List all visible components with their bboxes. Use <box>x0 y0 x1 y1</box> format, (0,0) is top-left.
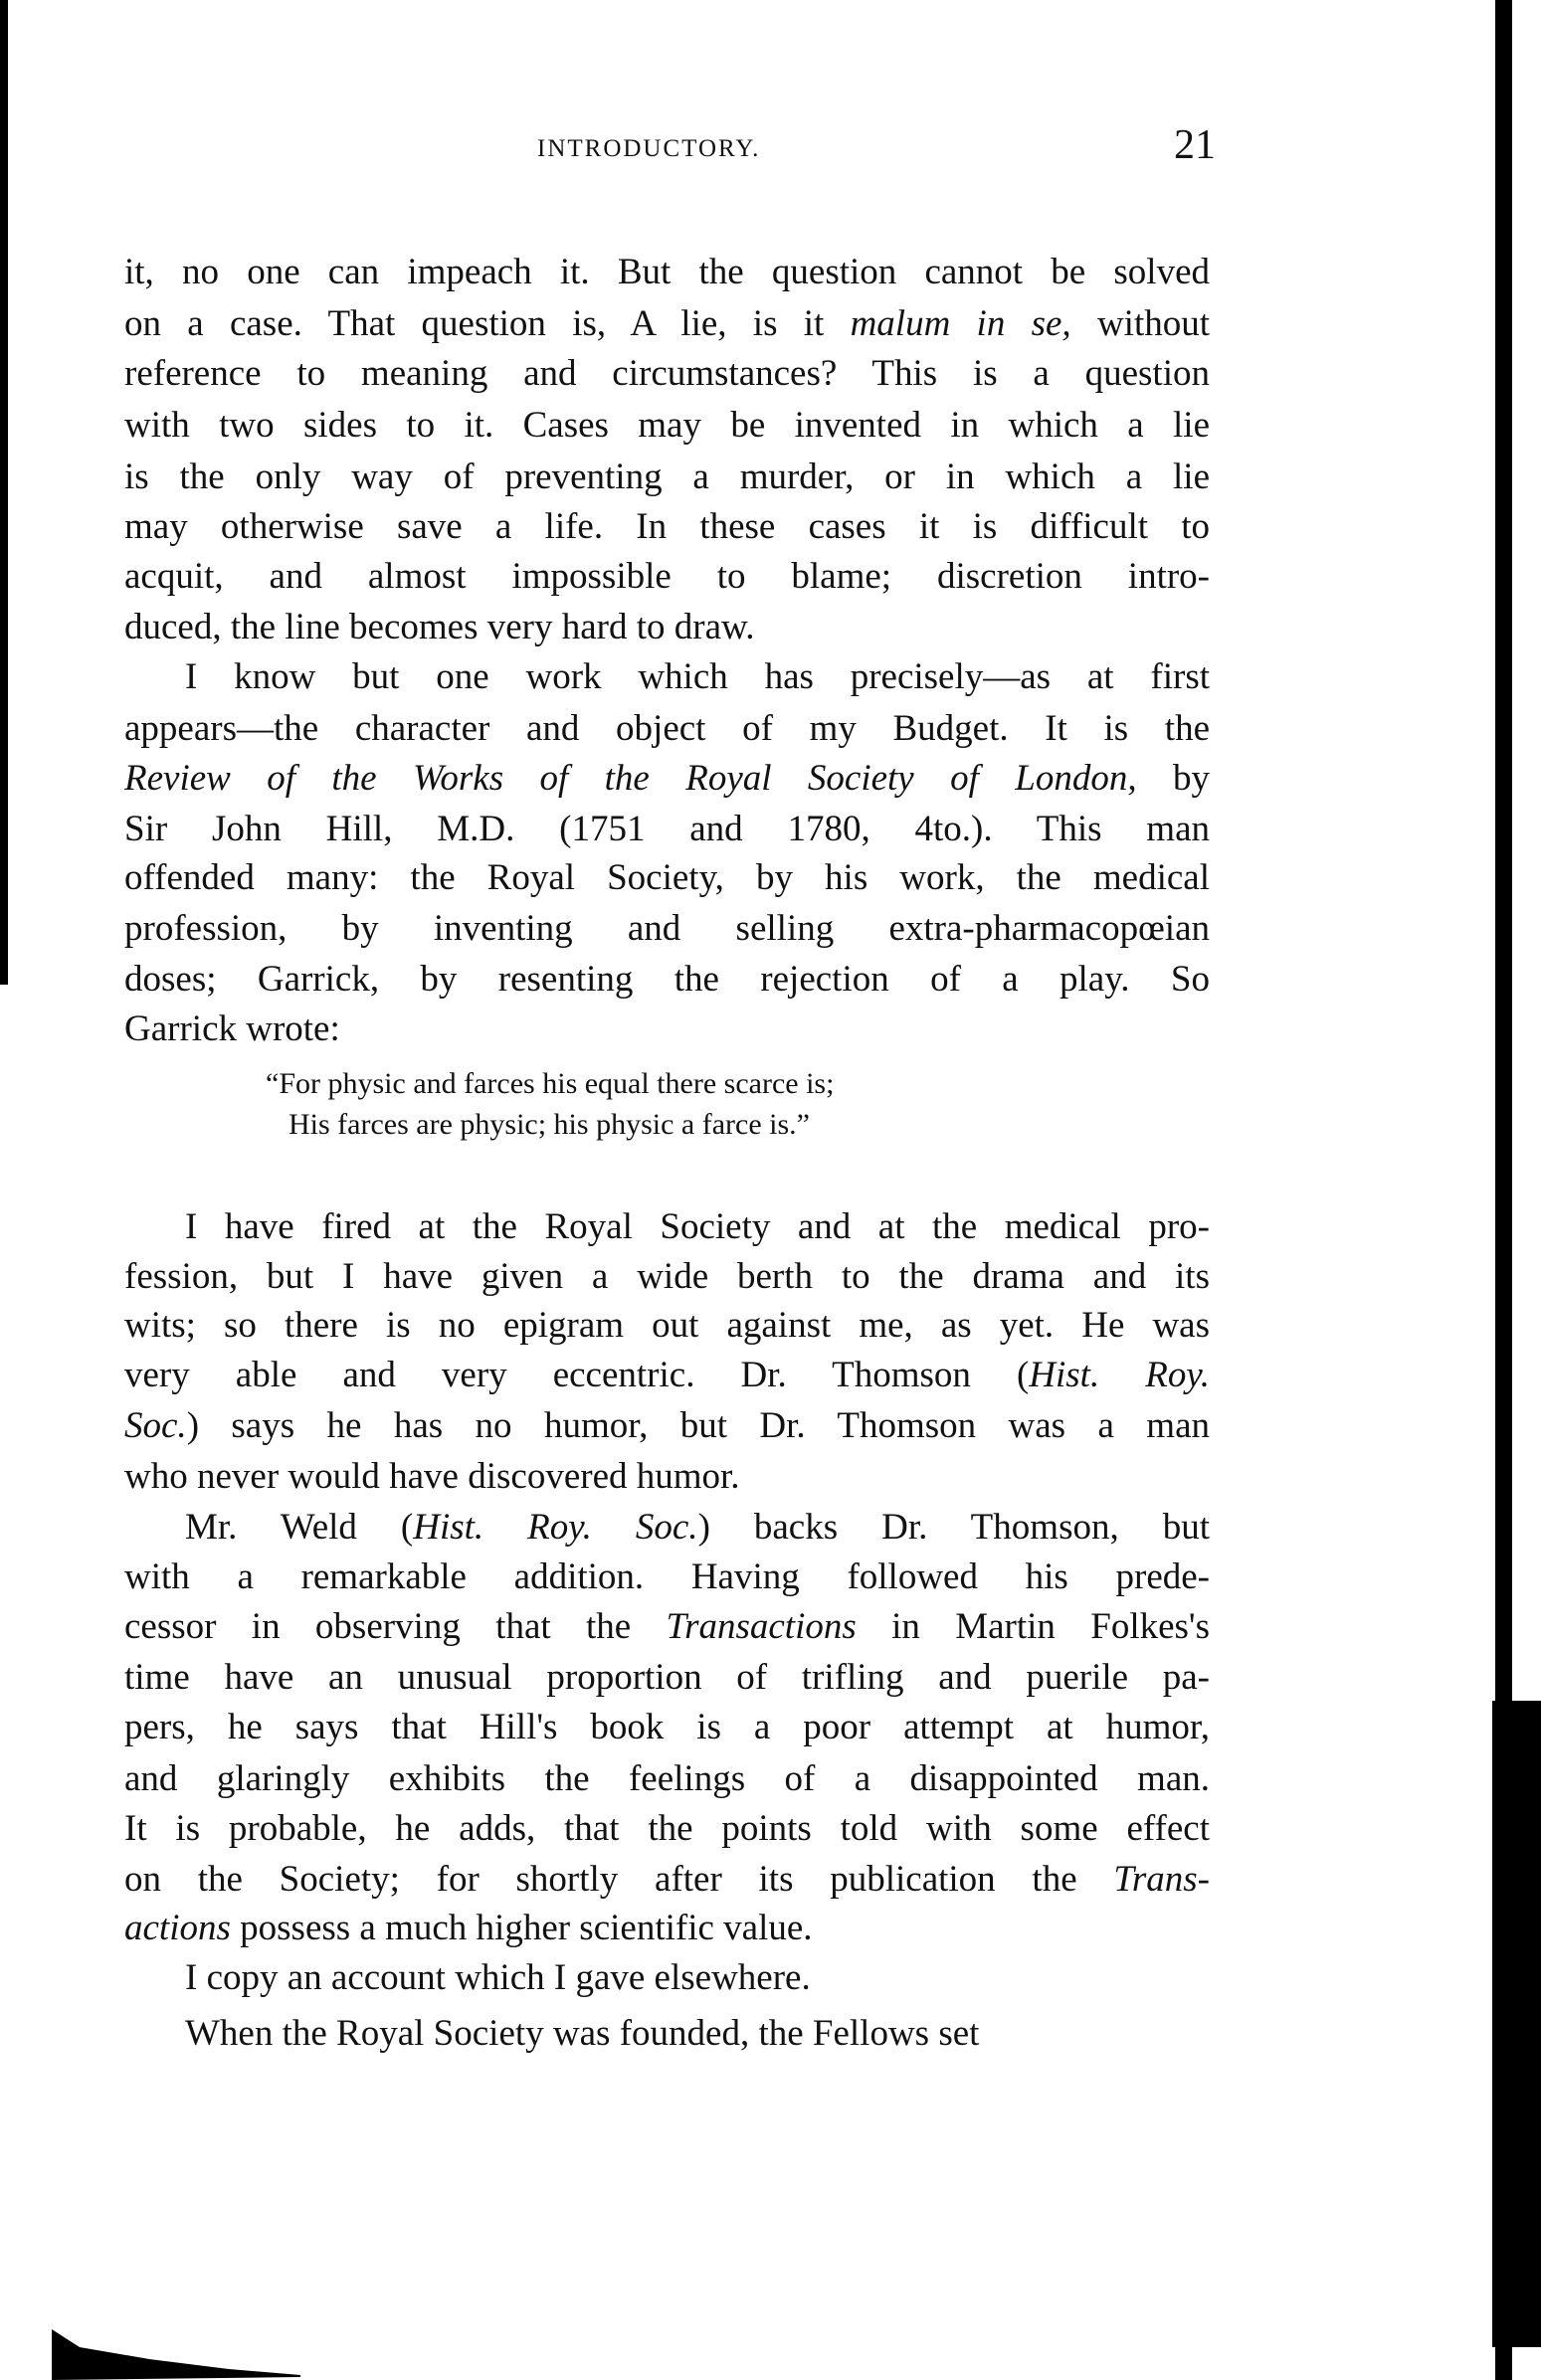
text-line <box>124 1351 1210 1400</box>
text-segment: on a case. That question is, A lie, is it <box>124 303 851 344</box>
text-line <box>124 754 1210 804</box>
text-line <box>124 1904 1210 1953</box>
text-segment: fession, but I have given a wide berth to the drama and its <box>124 1256 1210 1297</box>
text-segment: very able and very eccentric. Dr. Thomson ( <box>124 1355 1030 1395</box>
text-segment: possess a much higher scientific value. <box>230 1908 813 1948</box>
italic-text: Hist. Roy. <box>1029 1355 1210 1395</box>
text-segment: I have fired at the Royal Society and at the medical pro- <box>185 1206 1210 1247</box>
text-line <box>124 349 1210 399</box>
scan-edge-left <box>0 0 8 985</box>
italic-text: Trans- <box>1113 1859 1210 1900</box>
italic-text: Transactions <box>666 1606 857 1647</box>
text-line <box>124 1553 1210 1602</box>
quote-line: “For physic and farces his equal there scarce is; <box>266 1067 835 1100</box>
text-line <box>124 1202 1210 1252</box>
text-segment: appears—the character and object of my Budget. It is the <box>124 708 1210 749</box>
text-segment: When the Royal Society was founded, the Fellows set <box>185 2013 980 2054</box>
text-segment: Sir John Hill, M.D. (1751 and 1780, 4to.). This man <box>124 809 1210 849</box>
text-line <box>124 904 1210 954</box>
text-segment: time have an unusual proportion of trifling and puerile pa- <box>124 1657 1210 1698</box>
text-line <box>124 1703 1210 1752</box>
text-segment: Garrick wrote: <box>124 1008 340 1049</box>
text-segment: ) says he has no humor, but Dr. Thomson was a man <box>186 1405 1210 1446</box>
page-number: 21 <box>1174 122 1216 168</box>
text-line <box>124 1754 1210 1804</box>
text-segment: It is probable, he adds, that the points told with some effect <box>124 1808 1210 1849</box>
text-segment: it, no one can impeach it. But the question cannot be solved <box>124 252 1210 292</box>
text-segment: and glaringly exhibits the feelings of a disappointed man. <box>124 1758 1210 1799</box>
text-line <box>124 603 1210 652</box>
text-line <box>124 401 1210 451</box>
text-line <box>124 1653 1210 1703</box>
text-segment: duced, the line becomes very hard to draw. <box>124 607 755 647</box>
text-segment: ) backs Dr. Thomson, but <box>697 1507 1210 1548</box>
text-line <box>124 704 1210 754</box>
text-segment: with a remarkable addition. Having followed his prede- <box>124 1556 1210 1597</box>
text-line <box>124 552 1210 602</box>
text-segment: doses; Garrick, by resenting the rejection of a play. So <box>124 959 1210 1000</box>
text-line <box>124 1855 1210 1905</box>
text-segment: pers, he says that Hill's book is a poor attempt at humor, <box>124 1707 1210 1747</box>
text-segment: may otherwise save a life. In these cases it is difficult to <box>124 506 1210 547</box>
text-line <box>124 1301 1210 1351</box>
text-segment: wits; so there is no epigram out against me, as yet. He was <box>124 1305 1210 1346</box>
scan-edge-right-thick <box>1492 1701 1541 2347</box>
text-segment: profession, by inventing and selling extra-pharmacopœian <box>124 908 1210 949</box>
text-segment: in Martin Folkes's <box>856 1606 1210 1647</box>
text-segment: who never would have discovered humor. <box>124 1456 740 1497</box>
text-segment: I know but one work which has precisely—as at first <box>185 656 1210 697</box>
scan-smudge <box>0 2317 318 2380</box>
text-segment: with two sides to it. Cases may be invented in which a lie <box>124 405 1210 446</box>
text-line <box>124 1452 1210 1502</box>
text-line <box>124 1602 1210 1652</box>
italic-text: Soc. <box>124 1405 187 1446</box>
running-header: INTRODUCTORY. <box>537 135 761 162</box>
text-segment: I copy an account which I gave elsewhere. <box>185 1957 811 1998</box>
italic-text: malum in se, <box>850 303 1071 344</box>
italic-text: Review of the Works of the Royal Society of London, <box>124 758 1137 799</box>
text-line <box>124 955 1210 1005</box>
italic-text: actions <box>124 1908 231 1948</box>
text-segment: acquit, and almost impossible to blame; discretion intro- <box>124 556 1210 597</box>
text-line <box>124 2009 1210 2059</box>
text-line <box>124 1953 1210 2003</box>
text-line <box>124 453 1210 502</box>
text-segment: reference to meaning and circumstances? This is a question <box>124 353 1210 394</box>
text-line <box>124 1252 1210 1302</box>
text-line <box>124 1005 1210 1054</box>
text-line <box>124 299 1210 349</box>
text-line <box>124 502 1210 552</box>
text-segment: by <box>1136 758 1210 799</box>
text-line <box>124 248 1210 297</box>
text-line <box>124 853 1210 903</box>
text-line <box>124 1804 1210 1854</box>
text-line <box>124 652 1210 702</box>
text-segment: without <box>1070 303 1210 344</box>
text-line <box>124 1401 1210 1451</box>
text-segment: on the Society; for shortly after its publication the <box>124 1859 1114 1900</box>
quote-line: His farces are physic; his physic a farce is.” <box>289 1108 810 1141</box>
text-segment: is the only way of preventing a murder, or in which a lie <box>124 457 1210 497</box>
text-segment: offended many: the Royal Society, by his work, the medical <box>124 857 1210 898</box>
text-segment: Mr. Weld ( <box>185 1507 414 1548</box>
text-line <box>124 805 1210 854</box>
italic-text: Hist. Roy. Soc. <box>413 1507 698 1548</box>
text-segment: cessor in observing that the <box>124 1606 667 1647</box>
text-line <box>124 1503 1210 1553</box>
